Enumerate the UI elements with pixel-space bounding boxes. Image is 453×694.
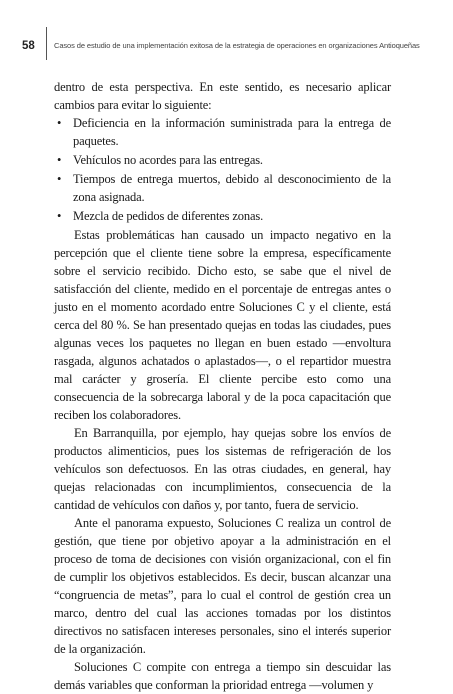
list-item — [54, 114, 391, 150]
bullet-icon: • — [57, 153, 62, 167]
list-item — [54, 170, 391, 206]
body-paragraph: Soluciones C compite con entrega a tiempo sin descuidar las demás variables que conforman la prioridad entrega —volumen y — [54, 660, 391, 692]
bullet-icon: • — [57, 172, 62, 186]
list-item-text: Deficiencia en la información suministrada para la entrega de paquetes. — [73, 116, 391, 148]
page-body — [54, 78, 391, 694]
page-number: 58 — [22, 40, 35, 52]
intro-paragraph: dentro de esta perspectiva. En este sentido, es necesario aplicar cambios para evitar lo siguiente: — [54, 80, 391, 112]
body-paragraph: En Barranquilla, por ejemplo, hay quejas sobre los envíos de productos alimenticios, pues los sistemas de refrigeración de los vehículos son defectuosos. En las otras ciudades, en general, hay quejas relacionadas con incumplimientos, consecuencia de la cantidad de vehículos con daños y, por tanto, fuera de servicio. — [54, 426, 391, 512]
list-item — [54, 207, 391, 225]
bullet-icon: • — [57, 116, 62, 130]
running-title: Casos de estudio de una implementación exitosa de la estrategia de operaciones en organizaciones Antioqueñas — [54, 41, 420, 50]
body-paragraph: Ante el panorama expuesto, Soluciones C realiza un control de gestión, que tiene por objetivo apoyar a la administración en el proceso de toma de decisiones con visión organizacional, con el fin de cumplir los objetivos establecidos. Es decir, buscan alcanzar una “congruencia de metas”, para lo cual el control de gestión crea un marco, dentro del cual las acciones tomadas por los distintos directivos no satisfacen intereses personales, sino el interés superior de la organización. — [54, 516, 391, 656]
list-item-text: Tiempos de entrega muertos, debido al desconocimiento de la zona asignada. — [73, 172, 391, 204]
bullet-list — [54, 114, 391, 225]
body-paragraph: Estas problemáticas han causado un impacto negativo en la percepción que el cliente tiene sobre la empresa, específicamente sobre el servicio recibido. Dicho esto, se sabe que el nivel de satisfacción del cliente, medido en el porcentaje de entregas antes o justo en el momento acordado entre Soluciones C y el cliente, está cerca del 80 %. Se han presentado quejas en todas las ciudades, pues algunas veces los paquetes no llegan en buen estado —envoltura rasgada, algunos achatados o aplastados—, o el repartidor muestra mal carácter y grosería. El cliente percibe esto como una consecuencia de la sobrecarga laboral y de la poca capacitación que reciben los colaboradores. — [54, 228, 391, 422]
list-item-text: Mezcla de pedidos de diferentes zonas. — [73, 209, 264, 223]
page-header — [0, 0, 453, 60]
list-item-text: Vehículos no acordes para las entregas. — [73, 153, 263, 167]
list-item — [54, 151, 391, 169]
bullet-icon: • — [57, 209, 62, 223]
header-divider — [46, 27, 47, 60]
